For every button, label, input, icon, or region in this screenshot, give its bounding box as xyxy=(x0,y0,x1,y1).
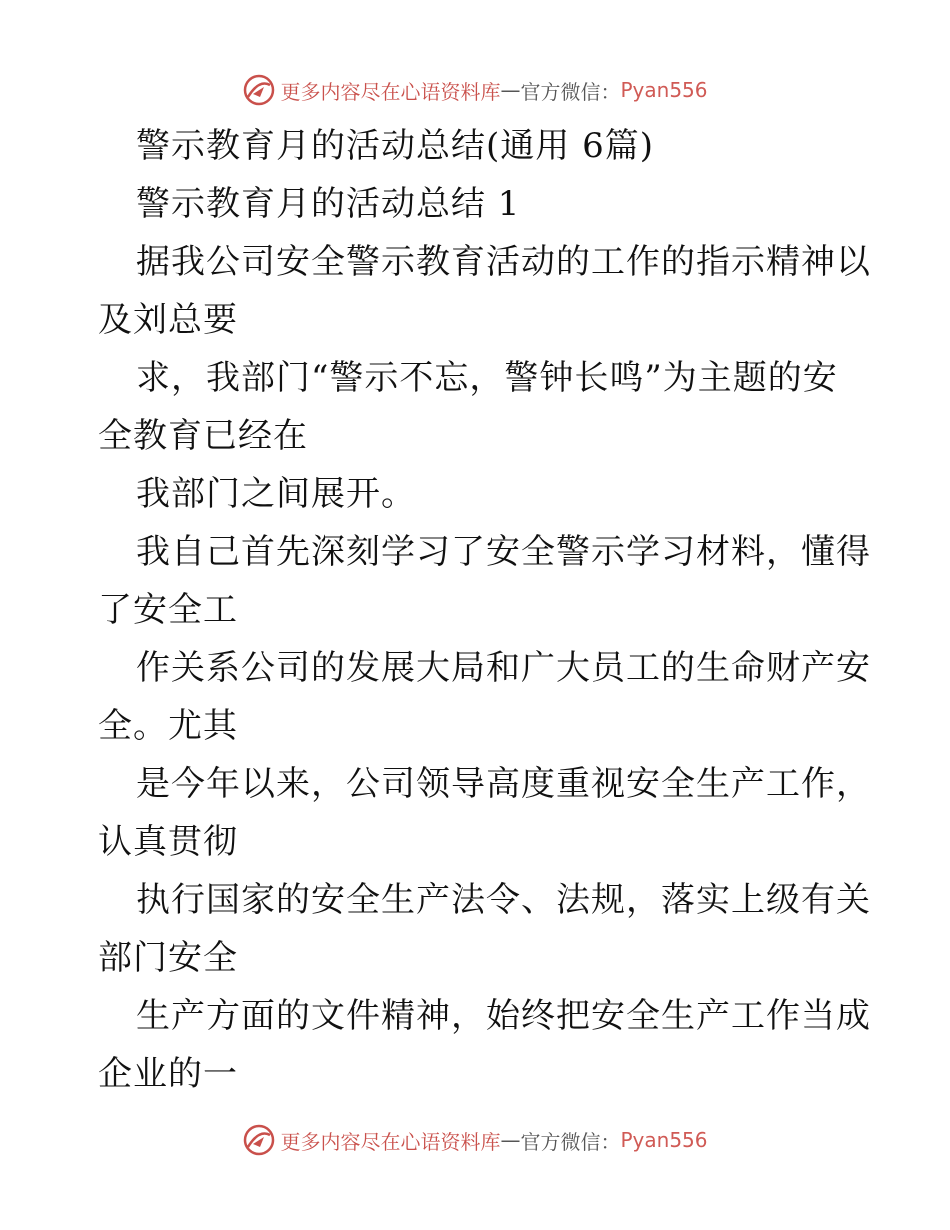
paragraph-line: 生产方面的文件精神，始终把安全生产工作当成 xyxy=(136,996,871,1036)
document-title: 警示教育月的活动总结(通用 6篇) xyxy=(136,126,654,166)
footer-site-name: 更多内容尽在心语资料库 xyxy=(280,1129,501,1154)
header-site-name: 更多内容尽在心语资料库 xyxy=(280,79,501,104)
paragraph-line: 是今年以来，公司领导高度重视安全生产工作， xyxy=(136,764,871,804)
brand-logo-icon xyxy=(242,73,276,107)
section-heading: 警示教育月的活动总结 1 xyxy=(136,184,521,224)
paragraph-line: 全教育已经在 xyxy=(98,416,308,456)
header-watermark xyxy=(0,70,950,110)
paragraph-line: 企业的一 xyxy=(98,1054,238,1094)
paragraph-line: 了安全工 xyxy=(98,590,238,630)
header-wechat-label: 官方微信： xyxy=(520,79,621,104)
paragraph-line: 执行国家的安全生产法令、法规，落实上级有关 xyxy=(136,880,871,920)
paragraph-line: 作关系公司的发展大局和广大员工的生命财产安 xyxy=(136,648,871,688)
header-wechat-id: Pyan556 xyxy=(620,78,708,102)
paragraph-line: 求，我部门“警示不忘，警钟长鸣”为主题的安 xyxy=(136,358,838,398)
footer-wechat-label: 官方微信： xyxy=(520,1129,621,1154)
brand-logo-icon xyxy=(242,1123,276,1157)
footer-wechat-id: Pyan556 xyxy=(620,1128,708,1152)
paragraph-line: 及刘总要 xyxy=(98,300,238,340)
paragraph-line: 我自己首先深刻学习了安全警示学习材料，懂得 xyxy=(136,532,871,572)
paragraph-line: 据我公司安全警示教育活动的工作的指示精神以 xyxy=(136,242,871,282)
paragraph-line: 认真贯彻 xyxy=(98,822,238,862)
paragraph-line: 部门安全 xyxy=(98,938,238,978)
paragraph-line: 我部门之间展开。 xyxy=(136,474,416,514)
footer-watermark xyxy=(0,1120,950,1160)
header-dash: — xyxy=(500,78,521,102)
footer-dash: — xyxy=(500,1128,521,1152)
paragraph-line: 全。尤其 xyxy=(98,706,238,746)
